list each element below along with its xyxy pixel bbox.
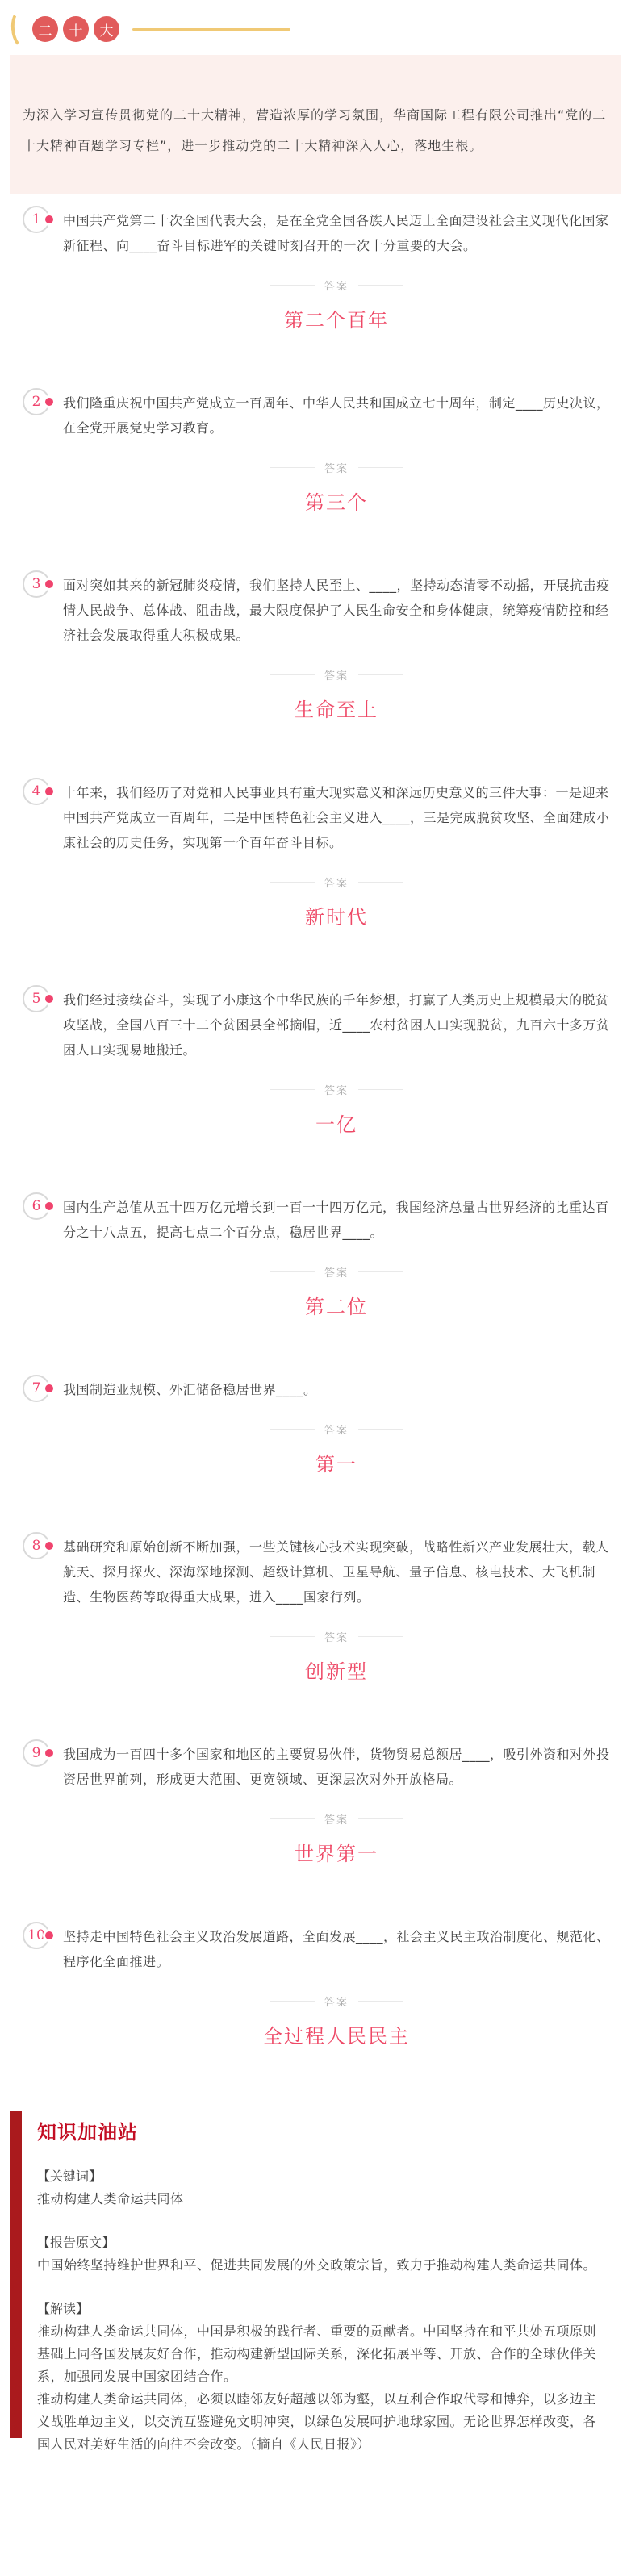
question-number: 5 xyxy=(31,991,41,1007)
question-number: 4 xyxy=(31,783,41,800)
question-number-badge xyxy=(23,1532,50,1559)
question-number: 3 xyxy=(31,576,41,592)
answer-divider-line xyxy=(358,1271,403,1272)
quiz-list xyxy=(0,208,631,2048)
question-item xyxy=(0,1742,631,1866)
question-text: 我们经过接续奋斗，实现了小康这个中华民族的千年梦想，打赢了人类历史上规模最大的脱贫攻坚战，全国八百三十二个贫困县全部摘帽，近____农村贫困人口实现脱贫，九百六十多万贫困人口实现易地搬迁。 xyxy=(63,992,610,1058)
answer-label: 答案 xyxy=(324,1997,349,2009)
knowledge-section-paragraphs xyxy=(37,2320,608,2456)
answer-divider-line xyxy=(358,882,403,883)
answer-label-row xyxy=(63,875,610,890)
answer-divider-line xyxy=(270,674,315,675)
question-text: 面对突如其来的新冠肺炎疫情，我们坚持人民至上、____，坚持动态清零不动摇，开展抗击疫情人民战争、总体战、阻击战，最大限度保护了人民生命安全和身体健康，统筹疫情防控和经济社会发展取得重大积极成果。 xyxy=(63,578,610,643)
question-dot-icon xyxy=(45,1542,53,1550)
knowledge-station-title: 知识加油站 xyxy=(37,2121,138,2144)
question-dot-icon xyxy=(45,1931,53,1939)
question-number-badge xyxy=(23,206,50,233)
answer-divider-line xyxy=(358,1818,403,1819)
title-badges xyxy=(32,16,119,42)
answer-label: 答案 xyxy=(324,1632,349,1644)
gold-divider-line xyxy=(132,28,290,31)
question-number-badge xyxy=(23,570,50,598)
question-number: 10 xyxy=(27,1927,45,1943)
answer-divider-line xyxy=(270,1271,315,1272)
question-item xyxy=(0,390,631,515)
question-number-badge xyxy=(23,1192,50,1220)
question-dot-icon xyxy=(45,787,53,795)
question-item xyxy=(0,780,631,929)
answer-label: 答案 xyxy=(324,1814,349,1827)
question-dot-icon xyxy=(45,995,53,1003)
question-text: 中国共产党第二十次全国代表大会，是在全党全国各族人民迈上全面建设社会主义现代化国家新征程、向____奋斗目标进军的关键时刻召开的一次十分重要的大会。 xyxy=(63,213,609,253)
question-item xyxy=(0,1377,631,1476)
answer-label: 答案 xyxy=(324,463,349,475)
answer-divider-line xyxy=(358,2001,403,2002)
title-badge-circle: 十 xyxy=(63,16,89,42)
question-number-badge xyxy=(23,1739,50,1767)
question-dot-icon xyxy=(45,1384,53,1392)
knowledge-section-heading: 【关键词】 xyxy=(37,2169,102,2184)
answer-label-row xyxy=(63,1811,610,1827)
question-item xyxy=(0,1534,631,1684)
knowledge-paragraph: 推动构建人类命运共同体 xyxy=(37,2191,184,2207)
question-text: 基础研究和原始创新不断加强，一些关键核心技术实现突破，战略性新兴产业发展壮大，载人航天、探月探火、深海深地探测、超级计算机、卫星导航、量子信息、核电技术、大飞机制造、生物医药等取得重大成果，进入____国家行列。 xyxy=(63,1539,609,1605)
answer-label: 答案 xyxy=(324,878,349,890)
question-number: 8 xyxy=(31,1538,41,1554)
knowledge-section-paragraphs xyxy=(37,2188,608,2211)
question-number: 9 xyxy=(31,1745,41,1761)
knowledge-section xyxy=(37,2298,608,2456)
answer-divider-line xyxy=(358,1429,403,1430)
answer-divider-line xyxy=(358,1636,403,1637)
answer-divider-line xyxy=(358,285,403,286)
title-badge-circle: 大 xyxy=(94,16,119,42)
question-dot-icon xyxy=(45,580,53,588)
question-dot-icon xyxy=(45,1749,53,1757)
answer-label-row xyxy=(63,460,610,475)
question-number-badge xyxy=(23,985,50,1012)
answer-text: 第三个 xyxy=(305,491,368,514)
answer-text: 第二位 xyxy=(305,1296,368,1318)
knowledge-section-paragraphs xyxy=(37,2254,608,2277)
question-item xyxy=(0,987,631,1137)
answer-label-row xyxy=(63,667,610,683)
answer-label-row xyxy=(63,1082,610,1097)
answer-label-row xyxy=(63,1422,610,1437)
answer-label: 答案 xyxy=(324,670,349,683)
knowledge-paragraph: 中国始终坚持维护世界和平、促进共同发展的外交政策宗旨，致力于推动构建人类命运共同体。 xyxy=(37,2257,597,2273)
knowledge-section-heading: 【解读】 xyxy=(37,2301,90,2316)
knowledge-station xyxy=(10,2106,631,2456)
answer-text: 生命至上 xyxy=(295,699,378,721)
answer-divider-line xyxy=(270,1636,315,1637)
question-number: 6 xyxy=(31,1198,41,1214)
answer-divider-line xyxy=(358,1089,403,1090)
answer-divider-line xyxy=(358,467,403,468)
answer-label-row xyxy=(63,1629,610,1644)
answer-divider-line xyxy=(270,1818,315,1819)
question-number: 7 xyxy=(31,1380,41,1397)
answer-divider-line xyxy=(270,2001,315,2002)
answer-text: 全过程人民民主 xyxy=(263,2025,410,2048)
question-item xyxy=(0,208,631,332)
answer-text: 第一 xyxy=(316,1453,357,1476)
knowledge-paragraph: 推动构建人类命运共同体，必须以睦邻友好超越以邻为壑，以互利合作取代零和博弈，以多边主义战胜单边主义，以交流互鉴避免文明冲突，以绿色发展呵护地球家园。无论世界怎样改变，各国人民对美好生活的向往不会改变。（摘自《人民日报》） xyxy=(37,2391,597,2452)
header xyxy=(0,0,631,47)
question-dot-icon xyxy=(45,398,53,406)
question-item xyxy=(0,1924,631,2048)
question-text: 坚持走中国特色社会主义政治发展道路，全面发展____，社会主义民主政治制度化、规范化、程序化全面推进。 xyxy=(63,1929,610,1969)
question-number-badge xyxy=(23,1922,50,1949)
question-dot-icon xyxy=(45,1202,53,1210)
answer-label-row xyxy=(63,278,610,293)
answer-divider-line xyxy=(270,882,315,883)
question-text: 我国制造业规模、外汇储备稳居世界____。 xyxy=(63,1382,317,1397)
question-number-badge xyxy=(23,1375,50,1402)
question-number-badge xyxy=(23,778,50,805)
title-badge-circle: 二 xyxy=(32,16,58,42)
answer-divider-line xyxy=(270,467,315,468)
red-bar-decoration xyxy=(10,2111,22,2438)
intro-panel xyxy=(10,55,621,194)
answer-text: 创新型 xyxy=(305,1660,368,1683)
question-number-badge xyxy=(23,388,50,415)
answer-label: 答案 xyxy=(324,1085,349,1097)
intro-text: 为深入学习宣传贯彻党的二十大精神，营造浓厚的学习氛围，华商国际工程有限公司推出“党的二十大精神百题学习专栏”，进一步推动党的二十大精神深入人心，落地生根。 xyxy=(23,107,607,153)
answer-divider-line xyxy=(358,674,403,675)
knowledge-section xyxy=(37,2165,608,2211)
answer-text: 世界第一 xyxy=(295,1843,378,1865)
answer-text: 新时代 xyxy=(305,906,368,929)
answer-divider-line xyxy=(270,1429,315,1430)
question-item xyxy=(0,573,631,722)
question-item xyxy=(0,1195,631,1319)
question-text: 我国成为一百四十多个国家和地区的主要贸易伙伴，货物贸易总额居____，吸引外资和对外投资居世界前列，形成更大范围、更宽领域、更深层次对外开放格局。 xyxy=(63,1747,610,1787)
answer-label: 答案 xyxy=(324,1267,349,1280)
answer-label: 答案 xyxy=(324,281,349,293)
knowledge-section xyxy=(37,2232,608,2277)
question-dot-icon xyxy=(45,215,53,223)
question-text: 我们隆重庆祝中国共产党成立一百周年、中华人民共和国成立七十周年，制定____历史决议，在全党开展党史学习教育。 xyxy=(63,395,610,436)
answer-divider-line xyxy=(270,1089,315,1090)
knowledge-paragraph: 推动构建人类命运共同体，中国是积极的践行者、重要的贡献者。中国坚持在和平共处五项原则基础上同各国发展友好合作，推动构建新型国际关系，深化拓展平等、开放、合作的全球伙伴关系，加强同发展中国家团结合作。 xyxy=(37,2323,597,2384)
question-text: 十年来，我们经历了对党和人民事业具有重大现实意义和深远历史意义的三件大事：一是迎来中国共产党成立一百周年，二是中国特色社会主义进入____，三是完成脱贫攻坚、全面建成小康社会的历史任务，实现第一个百年奋斗目标。 xyxy=(63,785,610,850)
knowledge-sections xyxy=(37,2165,608,2456)
knowledge-section-heading: 【报告原文】 xyxy=(37,2235,115,2250)
answer-text: 第二个百年 xyxy=(284,309,389,332)
answer-label-row xyxy=(63,1994,610,2009)
answer-label: 答案 xyxy=(324,1425,349,1437)
gold-arc-icon xyxy=(10,9,35,49)
answer-label-row xyxy=(63,1264,610,1280)
question-text: 国内生产总值从五十四万亿元增长到一百一十四万亿元，我国经济总量占世界经济的比重达百分之十八点五，提高七点二个百分点，稳居世界____。 xyxy=(63,1200,609,1240)
answer-divider-line xyxy=(270,285,315,286)
question-number: 2 xyxy=(31,394,41,410)
question-number: 1 xyxy=(31,211,41,228)
answer-text: 一亿 xyxy=(316,1113,357,1136)
